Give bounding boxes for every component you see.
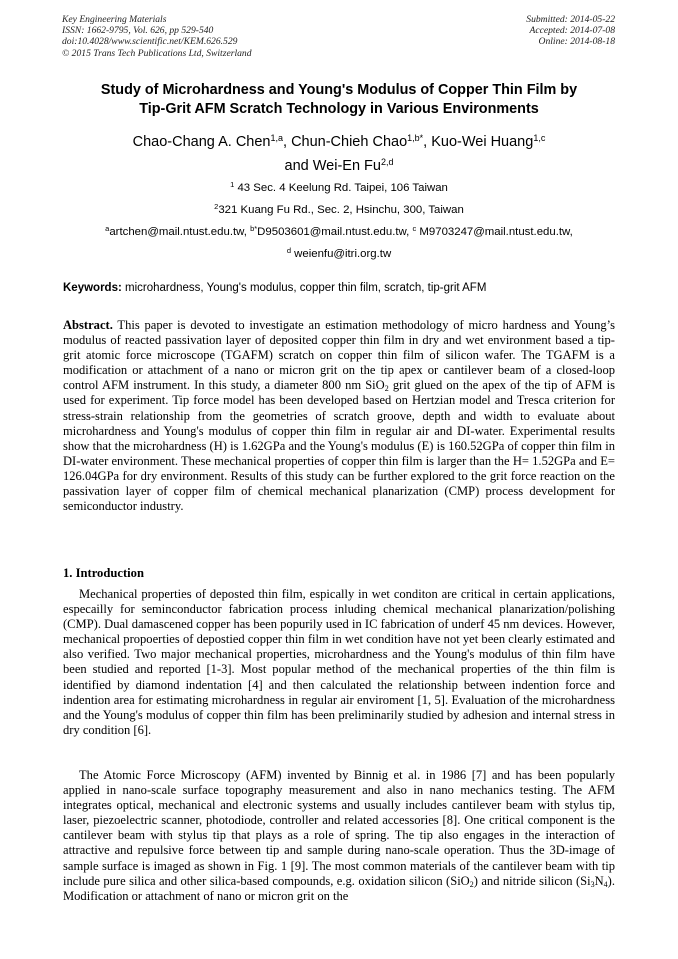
journal-header (62, 14, 252, 59)
abstract-paragraph (63, 318, 615, 514)
affiliation-address: 321 Kuang Fu Rd., Sec. 2, Hsinchu, 300, Taiwan (218, 204, 464, 216)
abstract-text: This paper is devoted to investigate an estimation methodology of micro hardness and Young’s modulus of reacted passivation layer of deposited copper thin film in dry and wet environment based a tip-grit atomic force microscope (TGAFM) scratch on copper thin film of silicon wafer. The TGAFM is a modification or attachment of a nano or micron grit on the tip apex or cantilever beam of a closed-loop control AFM instrument. In this study, a diameter 800 nm SiO (63, 318, 615, 393)
author-conjunction: and (284, 158, 309, 174)
author-name: Chao-Chang A. Chen (132, 134, 271, 150)
abstract-text: grit glued on the apex of the tip of AFM is used for experiment. Tip force model has been developed based on Hertzian model and Tresca criterion for stress-strain relationship from the geometries of scratch groove, depth and width to evaluate about microhardness and Young's modulus of copper thin film in regular air and DI-water. Experimental results show that the microhardness (H) is 1.62GPa and the Young's modulus (E) is 160.52GPa of copper thin film in DI-water environment. These mechanical properties of copper thin film is larger than the H= 1.52GPa and E= 126.04GPa for dry environment. Results of this study can be further explored to the grit force reaction on the passivation layer of copper film of chemical mechanical planarization (CMP) process development for semiconductor industry. (63, 378, 615, 514)
online-date: Online: 2014-08-18 (538, 36, 615, 48)
section-heading: 1. Introduction (63, 566, 144, 580)
affiliation-marker: 2 (214, 202, 219, 211)
affiliation-address: 43 Sec. 4 Keelung Rd. Taipei, 106 Taiwan (237, 182, 448, 194)
author-name: Wei-En Fu (312, 158, 381, 174)
subscript: 4 (603, 879, 608, 889)
author-line-1: Chao-Chang A. Chen$^{1,a}$, Chun-Chieh Chao$^{1,b*}$, Kuo-Wei Huang$^{1,c}$ (132, 133, 546, 150)
title-line-2: Tip-Grit AFM Scratch Technology in Various Environments (139, 101, 539, 117)
author-superscript: 1,b* (407, 133, 424, 143)
keywords-text: microhardness, Young's modulus, copper thin film, scratch, tip-grit AFM (125, 282, 487, 294)
issn-line: ISSN: 1662-9795, Vol. 626, pp 529-540 (62, 25, 214, 37)
email-address: weienfu@itri.org.tw (294, 248, 392, 260)
email-marker: b* (250, 224, 258, 233)
email-address: artchen@mail.ntust.edu.tw, (109, 226, 247, 238)
abstract-label: Abstract. (63, 318, 113, 332)
paragraph-text: The Atomic Force Microscopy (AFM) invented by Binnig et al. in 1986 [7] and has been popularly applied in nano-scale surface topography measurement and also in nano mechanics testing. The AFM integrates optical, mechanical and electronic systems and usually includes cantilever beam with stylus tip, laser, piezoelectric scanner, photodiode, controller and related accessories [8]. One critical component is the cantilever beam with stylus tip that plays as a role of spring. The tip also engages in the interaction of attractive and repulsive force between tip and sample during nano-scale operation. Thus the 3D-image of sample surface is imaged as shown in Fig. 1 [9]. The most common materials of the cantilever beam with tip include pure silica and other silica-based compounds, e.g. oxidation silicon (SiO (63, 768, 615, 888)
title-line-1: Study of Microhardness and Young's Modulus of Copper Thin Film by (100, 82, 578, 98)
author-superscript: 1,a (270, 133, 283, 143)
subscript: 3 (590, 879, 595, 889)
paper-title (55, 81, 623, 119)
paragraph-text: N (594, 873, 604, 888)
keywords (63, 282, 619, 294)
affiliation-2 (60, 204, 618, 216)
affiliation-1 (60, 182, 618, 194)
paragraph-text: ) and nitride silicon (Si (473, 873, 591, 888)
dates-header (526, 14, 615, 48)
email-address: D9503601@mail.ntust.edu.tw, (257, 226, 410, 238)
subscript: 2 (384, 384, 389, 394)
paragraph-text: ). Modification or attachment of nano or micron grit on the (63, 873, 615, 903)
affiliation-marker: 1 (230, 180, 235, 189)
doi-line: doi:10.4028/www.scientific.net/KEM.626.529 (62, 36, 238, 48)
email-line (60, 226, 618, 238)
submitted-date: Submitted: 2014-05-22 (526, 14, 615, 25)
intro-paragraph-1: Mechanical properties of deposted thin film, espically in wet conditon are critical in certain applications, especailly for seminconductor fabrication process inluding chemical mechanical planarization/polishing (CMP). Dual damascened copper has been popurily used in IC fabrication of underf 45 nm devices. However, mechanical propoerties of depostied copper thin film in wet condition have not yet been clearly estimated and also verified. Two major mechanical properties, microhardness and the Young's modulus of thin film have been studied and reported [1-3]. Most popular method of the mechanical properties of the thin film is identified by diamond indentation [4] and then calculated the relationship between indention force and indention area for estimating microhardness in regular air enviroment [1, 5]. Evaluation of the microhardness and the Young's modulus of copper thin film has been preliminarily studied by adhesion and internal stress in dry condition [6]. (63, 587, 615, 737)
journal-name: Key Engineering Materials (62, 14, 167, 25)
email-line-2 (60, 248, 618, 260)
keywords-label: Keywords: (63, 282, 122, 294)
author-name: Chun-Chieh Chao (291, 134, 408, 150)
author-name: Kuo-Wei Huang (431, 134, 534, 150)
author-list (60, 130, 618, 178)
email-address: M9703247@mail.ntust.edu.tw, (419, 226, 573, 238)
author-line-2 (60, 154, 618, 178)
email-marker: c (412, 224, 417, 233)
email-marker: d (286, 246, 291, 255)
author-superscript: 1,c (533, 133, 546, 143)
accepted-date: Accepted: 2014-07-08 (529, 25, 615, 37)
copyright-line: © 2015 Trans Tech Publications Ltd, Switzerland (62, 47, 252, 59)
email-marker: a (105, 224, 110, 233)
subscript: 2 (469, 879, 474, 889)
intro-paragraph-2 (63, 768, 615, 904)
author-superscript: 2,d (380, 157, 394, 167)
